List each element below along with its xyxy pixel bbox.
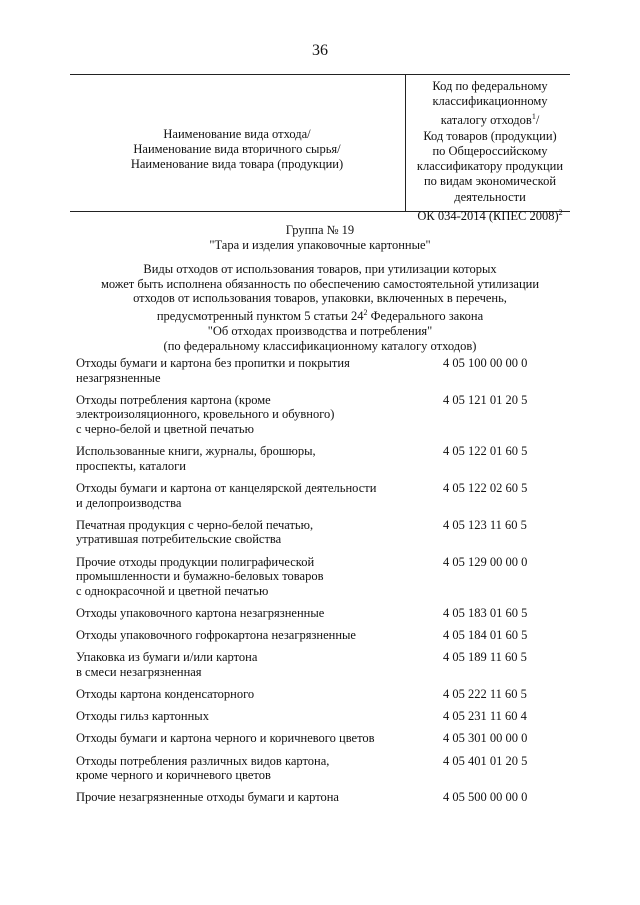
waste-name-line: Отходы потребления картона (кроме <box>76 392 271 407</box>
footnote-marker: 1 <box>531 112 536 122</box>
waste-code: 4 05 121 01 20 5 <box>443 392 528 407</box>
waste-name <box>76 481 416 510</box>
intro-line: "Об отходах производства и потребления" <box>207 323 433 338</box>
table-row <box>76 790 570 805</box>
footnote-marker: 2 <box>558 207 563 217</box>
waste-name-line: промышленности и бумажно-беловых товаров <box>76 569 324 584</box>
table-row <box>76 709 570 724</box>
header-left-line: Наименование вида товара (продукции) <box>130 157 344 171</box>
table-row <box>76 481 570 510</box>
group-title <box>70 223 570 253</box>
header-left-line: Наименование вида вторичного сырья/ <box>133 142 341 156</box>
header-right-text: каталогу отходов <box>440 113 532 128</box>
waste-name-line: электроизоляционного, кровельного и обувного) <box>76 407 335 422</box>
header-right-line: Код товаров (продукции) <box>423 128 557 143</box>
waste-name <box>76 606 416 621</box>
table-row <box>76 444 570 473</box>
waste-name <box>76 790 416 805</box>
waste-code: 4 05 222 11 60 5 <box>443 687 527 702</box>
table-row <box>76 356 570 385</box>
footnote-marker: 2 <box>363 308 368 318</box>
header-right-line: классификационному <box>432 94 548 109</box>
waste-name-line: в смеси незагрязненная <box>76 664 202 679</box>
waste-code: 4 05 122 02 60 5 <box>443 480 528 495</box>
waste-code: 4 05 122 01 60 5 <box>443 444 528 459</box>
table-row <box>76 650 570 679</box>
header-right-column <box>407 79 573 224</box>
waste-name <box>76 709 416 724</box>
waste-code: 4 05 129 00 00 0 <box>443 554 528 569</box>
waste-name-line: Использованные книги, журналы, брошюры, <box>76 444 316 459</box>
intro-line <box>70 306 570 324</box>
waste-name-line: Прочие отходы продукции полиграфической <box>76 554 315 569</box>
waste-name <box>76 754 416 783</box>
intro-text: предусмотренный пунктом 5 статьи 24 <box>156 309 364 324</box>
waste-name <box>76 518 416 547</box>
table-row <box>76 687 570 702</box>
header-left-line: Наименование вида отхода/ <box>163 127 311 141</box>
header-column-divider <box>405 74 406 211</box>
waste-name-line: Отходы бумаги и картона без пропитки и покрытия <box>76 356 350 370</box>
group-number: Группа № 19 <box>285 223 355 237</box>
intro-line: может быть исполнена обязанность по обеспечению самостоятельной утилизации <box>100 276 540 291</box>
waste-name-line: незагрязненные <box>76 370 161 385</box>
waste-code: 4 05 183 01 60 5 <box>443 605 528 620</box>
waste-name-line: с однокрасочной и цветной печатью <box>76 583 269 598</box>
waste-name-line: Отходы бумаги и картона от канцелярской деятельности <box>76 480 377 495</box>
table-row <box>76 628 570 643</box>
group-name: "Тара и изделия упаковочные картонные" <box>209 238 431 252</box>
header-right-text: ОК 034-2014 (КПЕС 2008) <box>417 208 559 223</box>
waste-name-line: Отходы картона конденсаторного <box>76 687 255 702</box>
waste-code: 4 05 100 00 00 0 <box>443 356 528 370</box>
intro-paragraph <box>70 262 570 353</box>
waste-code: 4 05 123 11 60 5 <box>443 517 527 532</box>
waste-name <box>76 628 416 643</box>
waste-code: 4 05 231 11 60 4 <box>443 709 527 724</box>
header-right-line: деятельности <box>454 189 526 204</box>
table-row <box>76 518 570 547</box>
waste-name-line: кроме черного и коричневого цветов <box>76 768 271 783</box>
waste-name-line: Отходы потребления различных видов картона, <box>76 753 330 768</box>
waste-name <box>76 393 416 437</box>
page-number: 36 <box>312 42 328 59</box>
waste-name <box>76 444 416 473</box>
header-right-line <box>407 205 573 224</box>
header-right-line: по видам экономической <box>423 174 557 189</box>
header-right-text: / <box>535 113 540 128</box>
header-right-line: Код по федеральному <box>432 79 548 93</box>
header-right-line <box>407 109 573 128</box>
intro-line: Виды отходов от использования товаров, при утилизации которых <box>143 262 497 276</box>
waste-name <box>76 356 416 385</box>
waste-name <box>76 555 416 599</box>
waste-name-line: Отходы упаковочного картона незагрязненные <box>76 605 325 620</box>
header-right-line: по Общероссийскому <box>432 143 548 158</box>
waste-name <box>76 731 416 746</box>
waste-code: 4 05 401 01 20 5 <box>443 753 528 768</box>
waste-name-line: Печатная продукция с черно-белой печатью, <box>76 517 314 532</box>
waste-table-body <box>76 356 570 813</box>
header-left-column <box>72 127 402 172</box>
intro-line: отходов от использования товаров, упаковки, включенных в перечень, <box>133 291 507 306</box>
waste-name-line: Отходы упаковочного гофрокартона незагрязненные <box>76 628 356 643</box>
waste-name-line: и делопроизводства <box>76 495 182 510</box>
waste-name-line: с черно-белой и цветной печатью <box>76 421 254 436</box>
table-row <box>76 555 570 599</box>
waste-code: 4 05 189 11 60 5 <box>443 650 527 665</box>
table-top-rule <box>70 74 570 75</box>
intro-text: Федерального закона <box>367 309 484 324</box>
table-row <box>76 754 570 783</box>
waste-code: 4 05 301 00 00 0 <box>443 731 528 746</box>
waste-code: 4 05 500 00 00 0 <box>443 790 528 805</box>
waste-name <box>76 687 416 702</box>
waste-name <box>76 650 416 679</box>
waste-name-line: Отходы бумаги и картона черного и коричневого цветов <box>76 731 375 746</box>
waste-name-line: утратившая потребительские свойства <box>76 532 282 547</box>
table-row <box>76 731 570 746</box>
waste-name-line: Прочие незагрязненные отходы бумаги и картона <box>76 790 339 805</box>
table-row <box>76 606 570 621</box>
waste-name-line: Отходы гильз картонных <box>76 709 209 724</box>
table-row <box>76 393 570 437</box>
waste-name-line: проспекты, каталоги <box>76 458 186 473</box>
waste-name-line: Упаковка из бумаги и/или картона <box>76 650 258 665</box>
intro-line: (по федеральному классификационному каталогу отходов) <box>163 338 477 353</box>
header-right-line: классификатору продукции <box>416 159 564 174</box>
waste-code: 4 05 184 01 60 5 <box>443 628 528 643</box>
